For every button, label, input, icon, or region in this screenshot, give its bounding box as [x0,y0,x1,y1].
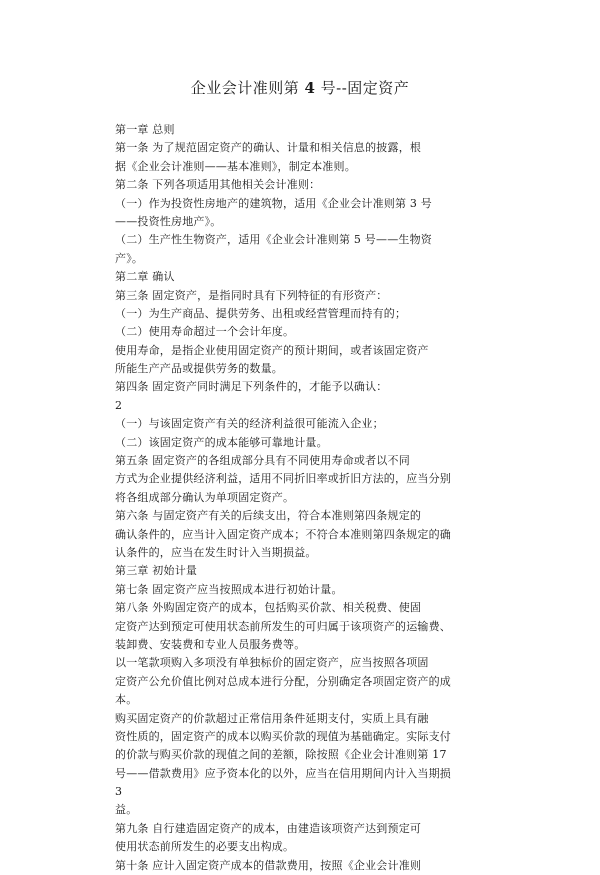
text-line: 以一笔款项购入多项没有单独标价的固定资产，应当按照各项固 [115,656,429,670]
text-line: 号——借款费用》应予资本化的以外，应当在信用期间内计入当期损 [115,766,451,780]
text-line: 资性质的，固定资产的成本以购买价款的现值为基础确定。实际支付 [115,729,451,743]
text-line: （一）与该固定资产有关的经济利益很可能流入企业； [115,417,384,431]
text-line: 本。 [115,693,138,707]
text-line: （二）该固定资产的成本能够可靠地计量。 [115,435,328,449]
text-line: 第二章 确认 [115,270,175,284]
text-line: 购买固定资产的价款超过正常信用条件延期支付，实质上具有融 [115,711,429,725]
page-number: 2 [115,398,123,412]
text-line: ——投资性房地产》。 [115,214,222,228]
text-line: （一）为生产商品、提供劳务、出租或经营管理而持有的； [115,306,407,320]
text-line: 装卸费、安装费和专业人员服务费等。 [115,637,306,651]
text-line: 第九条 自行建造固定资产的成本，由建造该项资产达到预定可 [115,821,422,835]
text-line: 定资产公允价值比例对总成本进行分配，分别确定各项固定资产的成 [115,674,451,688]
text-line: 据《企业会计准则——基本准则》，制定本准则。 [115,159,356,173]
text-line: 第三条 固定资产，是指同时具有下列特征的有形资产： [115,288,388,302]
text-line: 第五条 固定资产的各组成部分具有不同使用寿命或者以不同 [115,454,410,468]
page-number: 3 [115,785,123,799]
text-line: 确认条件的，应当计入固定资产成本；不符合本准则第四条规定的确 [115,527,451,541]
text-line: 将各组成部分确认为单项固定资产。 [115,490,295,504]
document-body [115,121,535,875]
text-line: 认条件的，应当在发生时计入当期损益。 [115,545,317,559]
text-line: （一）作为投资性房地产的建筑物，适用《企业会计准则第 3 号 [115,196,432,210]
text-line: 第十条 应计入固定资产成本的借款费用，按照《企业会计准则 [115,858,422,872]
title-prefix: 企业会计准则第 [190,79,305,97]
text-line: 第一章 总则 [115,123,175,136]
text-line: （二）使用寿命超过一个会计年度。 [115,325,295,339]
text-line: 方式为企业提供经济利益，适用不同折旧率或折旧方法的，应当分别 [115,472,451,486]
text-line: 益。 [115,803,138,817]
text-line: 第二条 下列各项适用其他相关会计准则： [115,178,321,192]
text-line: 所能生产产品或提供劳务的数量。 [115,362,283,376]
title-number: 4 [304,79,316,97]
text-line: 第八条 外购固定资产的成本，包括购买价款、相关税费、使固 [115,601,422,615]
text-line: （二）生产性生物资产，适用《企业会计准则第 5 号——生物资 [115,233,432,247]
text-line: 第四条 固定资产同时满足下列条件的，才能予以确认： [115,380,388,394]
text-line: 定资产达到预定可使用状态前所发生的可归属于该项资产的运输费、 [115,619,451,633]
text-line: 第六条 与固定资产有关的后续支出，符合本准则第四条规定的 [115,509,422,523]
text-line: 使用状态前所发生的必要支出构成。 [115,840,295,854]
text-line: 产》。 [115,251,144,265]
text-line: 第一条 为了规范固定资产的确认、计量和相关信息的披露，根 [115,141,422,155]
document-title [0,78,600,98]
text-line: 第七条 固定资产应当按照成本进行初始计量。 [115,582,343,596]
title-suffix: 号--固定资产 [315,79,410,97]
text-line: 使用寿命，是指企业使用固定资产的预计期间，或者该固定资产 [115,343,429,357]
text-line: 第三章 初始计量 [115,564,198,578]
text-line: 的价款与购买价款的现值之间的差额，除按照《企业会计准则第 17 [115,748,447,762]
